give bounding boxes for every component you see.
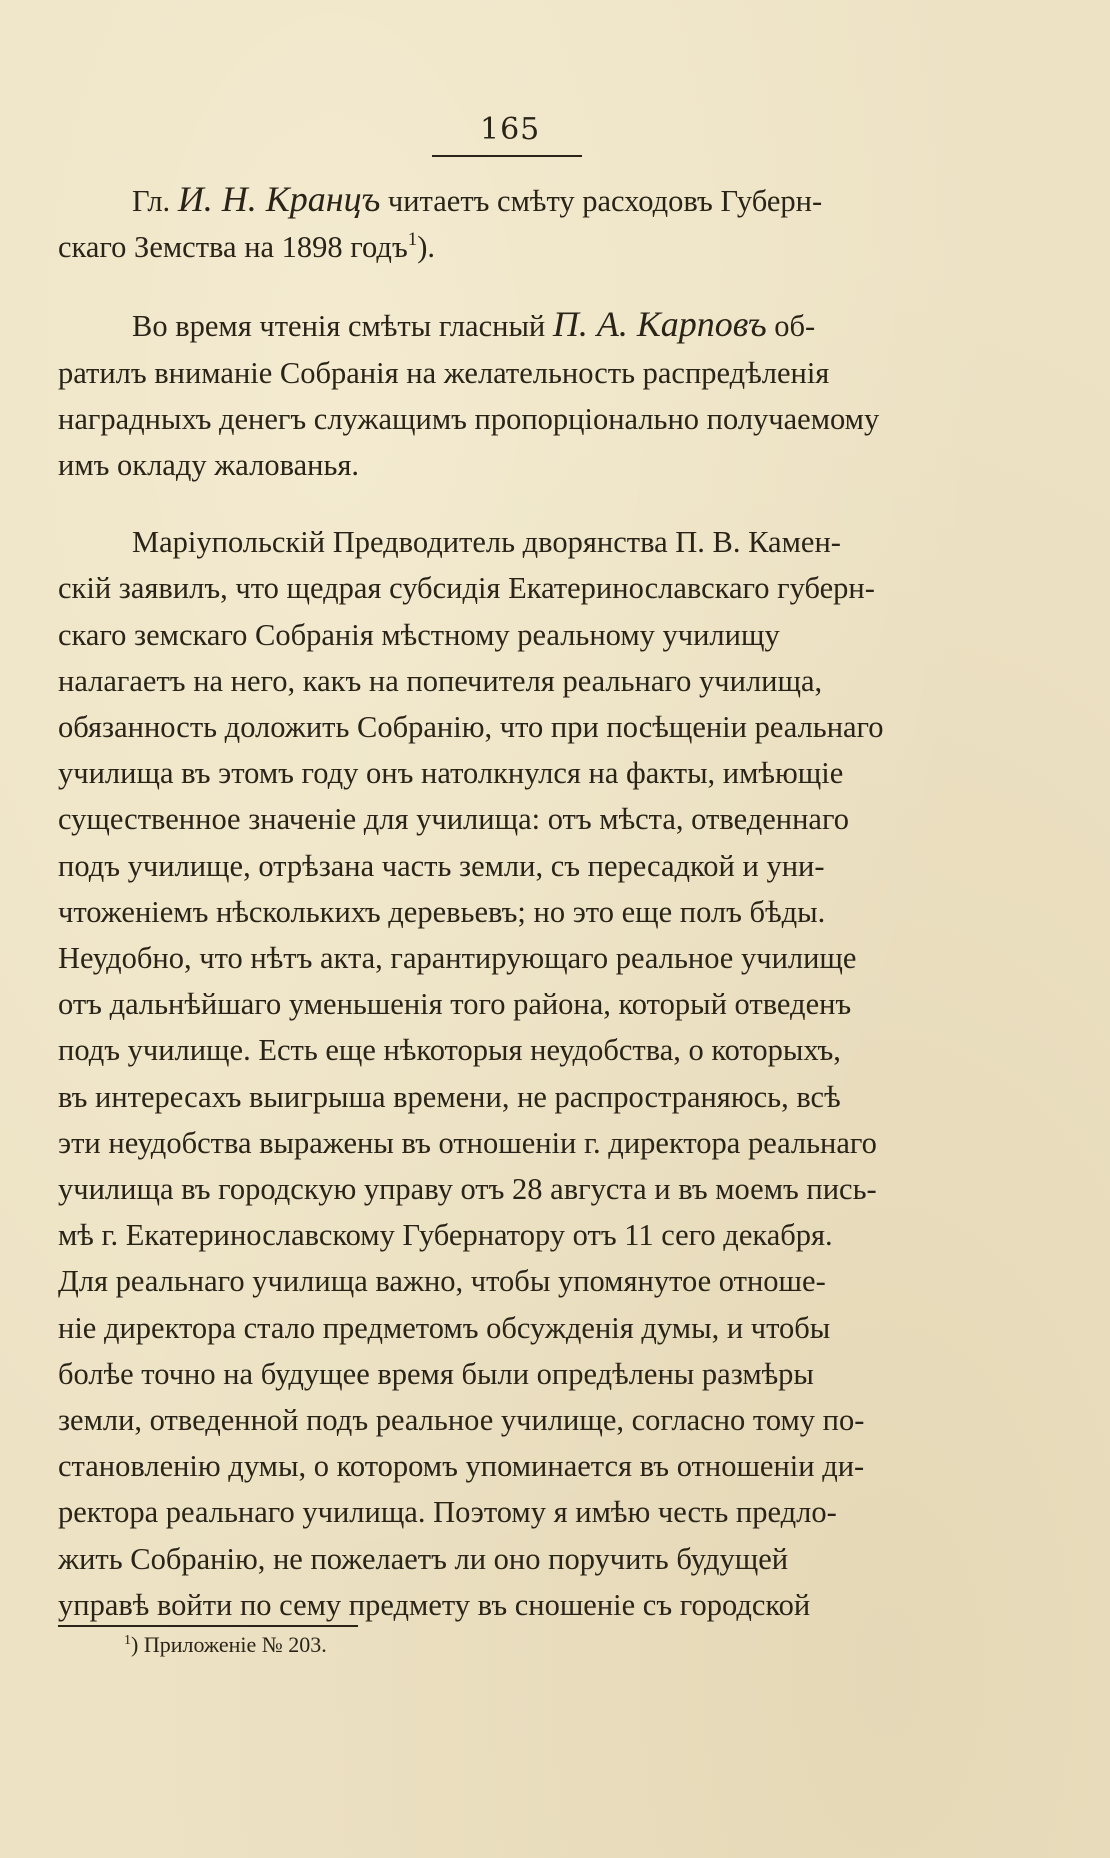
text-line: имъ окладу жалованья. <box>58 448 360 483</box>
text-line: подъ училище. Есть еще нѣкоторыя неудобства, о которыхъ, <box>58 1033 841 1068</box>
text-line: Неудобно, что нѣтъ акта, гарантирующаго реальное училище <box>58 941 857 976</box>
text-line: скій заявилъ, что щедрая субсидія Екатеринославскаго губерн- <box>58 571 875 606</box>
page-number: 165 <box>480 112 541 147</box>
page-number-rule <box>432 155 582 157</box>
text-line: существенное значеніе для училища: отъ мѣста, отведеннаго <box>58 802 849 837</box>
footnote-reference[interactable]: 1 <box>407 229 418 251</box>
text-line: въ интересахъ выигрыша времени, не распространяюсь, всѣ <box>58 1079 841 1114</box>
text-line: болѣе точно на будущее время были опредѣлены размѣры <box>58 1356 814 1391</box>
text-line: чтоженіемъ нѣсколькихъ деревьевъ; но это еще полъ бѣды. <box>58 894 826 929</box>
paragraph-3 <box>58 519 958 1628</box>
p1-line2: скаго Земства на 1898 годъ <box>58 230 408 265</box>
text-line: Для реальнаго училища важно, чтобы упомянутое отноше- <box>58 1264 826 1299</box>
text-line: обязанность доложить Собранію, что при посѣщеніи реальнаго <box>58 710 884 745</box>
p1-line1-pre: Гл. <box>132 184 178 218</box>
text-line: училища въ городскую управу отъ 28 августа и въ моемъ пись- <box>58 1172 877 1207</box>
text-line: ніе директора стало предметомъ обсужденія думы, и чтобы <box>58 1310 831 1345</box>
paragraph-1 <box>58 176 958 270</box>
p1-line1-post: читаетъ смѣту расходовъ Губерн- <box>380 184 823 218</box>
text-line: отъ дальнѣйшаго уменьшенія того района, который отведенъ <box>58 987 852 1022</box>
text-line: налагаетъ на него, какъ на попечителя реальнаго училища, <box>58 663 823 698</box>
text-line: мѣ г. Екатеринославскому Губернатору отъ 11 сего декабря. <box>58 1218 833 1253</box>
p3-first-line: Маріупольскій Предводитель дворянства П. В. Камен- <box>132 525 841 560</box>
footnote-text: Приложеніе № 203. <box>138 1632 327 1657</box>
p2-line1-pre: Во время чтенія смѣты гласный <box>132 309 553 344</box>
body-text <box>58 176 958 1628</box>
p1-line2-end: ). <box>417 230 436 265</box>
footnote-paren: ) <box>131 1632 139 1657</box>
text-line: училища въ этомъ году онъ натолкнулся на факты, имѣющіе <box>58 756 844 791</box>
text-line: эти неудобства выражены въ отношеніи г. директора реальнаго <box>58 1125 877 1160</box>
text-line: становленію думы, о которомъ упоминается въ отношеніи ди- <box>58 1449 865 1484</box>
text-line: жить Собранію, не пожелаетъ ли оно поручить будущей <box>58 1541 789 1576</box>
p2-line1-post: об- <box>766 309 816 344</box>
text-line: земли, отведенной подъ реальное училище, согласно тому по- <box>58 1403 865 1438</box>
text-line: скаго земскаго Собранія мѣстному реальному училищу <box>58 617 780 652</box>
footnote-marker: 1 <box>124 1633 131 1648</box>
paragraph-2 <box>58 301 958 488</box>
speaker-name-karpov: П. А. Карповъ <box>552 304 767 345</box>
text-line: управѣ войти по сему предмету въ сношеніе съ городской <box>58 1587 811 1622</box>
footnote <box>124 1630 327 1660</box>
footnote-rule <box>58 1625 358 1627</box>
text-line: наградныхъ денегъ служащимъ пропорціонально получаемому <box>58 401 880 436</box>
text-line: ректора реальнаго училища. Поэтому я имѣю честь предло- <box>58 1495 837 1530</box>
text-line: ратилъ вниманіе Собранія на желательность распредѣленія <box>58 355 830 390</box>
speaker-name-krants: И. Н. Кранцъ <box>177 179 381 219</box>
text-line: подъ училище, отрѣзана часть земли, съ пересадкой и уни- <box>58 848 825 883</box>
